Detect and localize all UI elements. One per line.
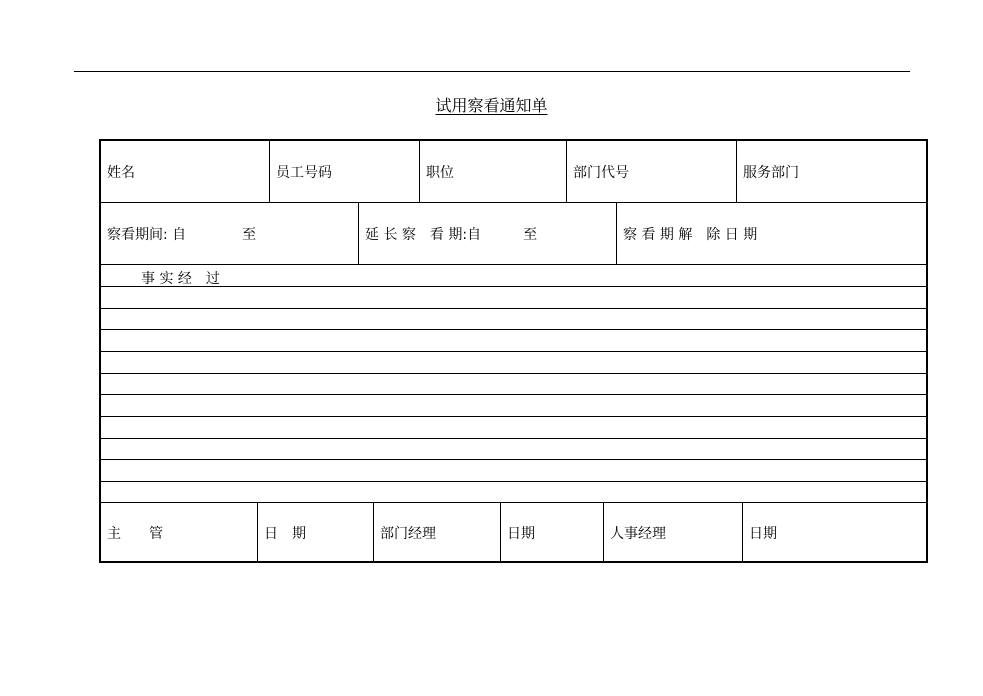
position-cell[interactable] bbox=[420, 141, 567, 202]
facts-line[interactable] bbox=[101, 309, 926, 330]
facts-line[interactable] bbox=[101, 439, 926, 460]
supervisor-date-cell[interactable] bbox=[258, 503, 374, 563]
facts-line[interactable] bbox=[101, 417, 926, 439]
extended-period-label: 延 长 察 看 期:自 至 bbox=[365, 226, 538, 243]
supervisor-date-label: 日 期 bbox=[264, 526, 306, 542]
page-title: 试用察看通知单 bbox=[435, 96, 548, 115]
employee-number-cell[interactable] bbox=[270, 141, 420, 202]
department-manager-date-label: 日期 bbox=[507, 526, 535, 542]
hr-manager-date-label: 日期 bbox=[749, 526, 777, 542]
facts-label: 事 实 经 过 bbox=[141, 271, 220, 287]
signature-row bbox=[101, 503, 926, 563]
hr-manager-date-cell[interactable] bbox=[743, 503, 926, 563]
facts-line[interactable] bbox=[101, 482, 926, 503]
header-row bbox=[101, 141, 926, 203]
department-code-cell[interactable] bbox=[567, 141, 737, 202]
department-manager-date-cell[interactable] bbox=[501, 503, 604, 563]
department-code-label: 部门代号 bbox=[573, 164, 629, 181]
department-manager-cell[interactable] bbox=[374, 503, 501, 563]
service-department-label: 服务部门 bbox=[743, 164, 799, 181]
facts-line[interactable] bbox=[101, 374, 926, 395]
facts-line[interactable] bbox=[101, 352, 926, 374]
facts-line[interactable] bbox=[101, 395, 926, 417]
extended-period-cell[interactable] bbox=[359, 203, 617, 264]
facts-row[interactable] bbox=[101, 265, 926, 287]
department-manager-label: 部门经理 bbox=[380, 526, 436, 542]
employee-number-label: 员工号码 bbox=[276, 164, 332, 181]
top-rule bbox=[74, 71, 910, 72]
release-date-cell[interactable] bbox=[617, 203, 926, 264]
observation-period-cell[interactable] bbox=[101, 203, 359, 264]
facts-line[interactable] bbox=[101, 460, 926, 482]
notice-form-table bbox=[99, 139, 928, 563]
hr-manager-label: 人事经理 bbox=[610, 526, 666, 542]
supervisor-cell[interactable] bbox=[101, 503, 258, 563]
facts-line[interactable] bbox=[101, 287, 926, 309]
position-label: 职位 bbox=[426, 164, 454, 181]
hr-manager-cell[interactable] bbox=[604, 503, 743, 563]
observation-period-label: 察看期间: 自 至 bbox=[107, 226, 257, 243]
name-cell[interactable] bbox=[101, 141, 270, 202]
facts-line[interactable] bbox=[101, 330, 926, 352]
release-date-label: 察 看 期 解 除 日 期 bbox=[623, 226, 758, 243]
service-department-cell[interactable] bbox=[737, 141, 926, 202]
period-row bbox=[101, 203, 926, 265]
supervisor-label: 主 管 bbox=[107, 526, 163, 542]
name-label: 姓名 bbox=[107, 164, 135, 181]
